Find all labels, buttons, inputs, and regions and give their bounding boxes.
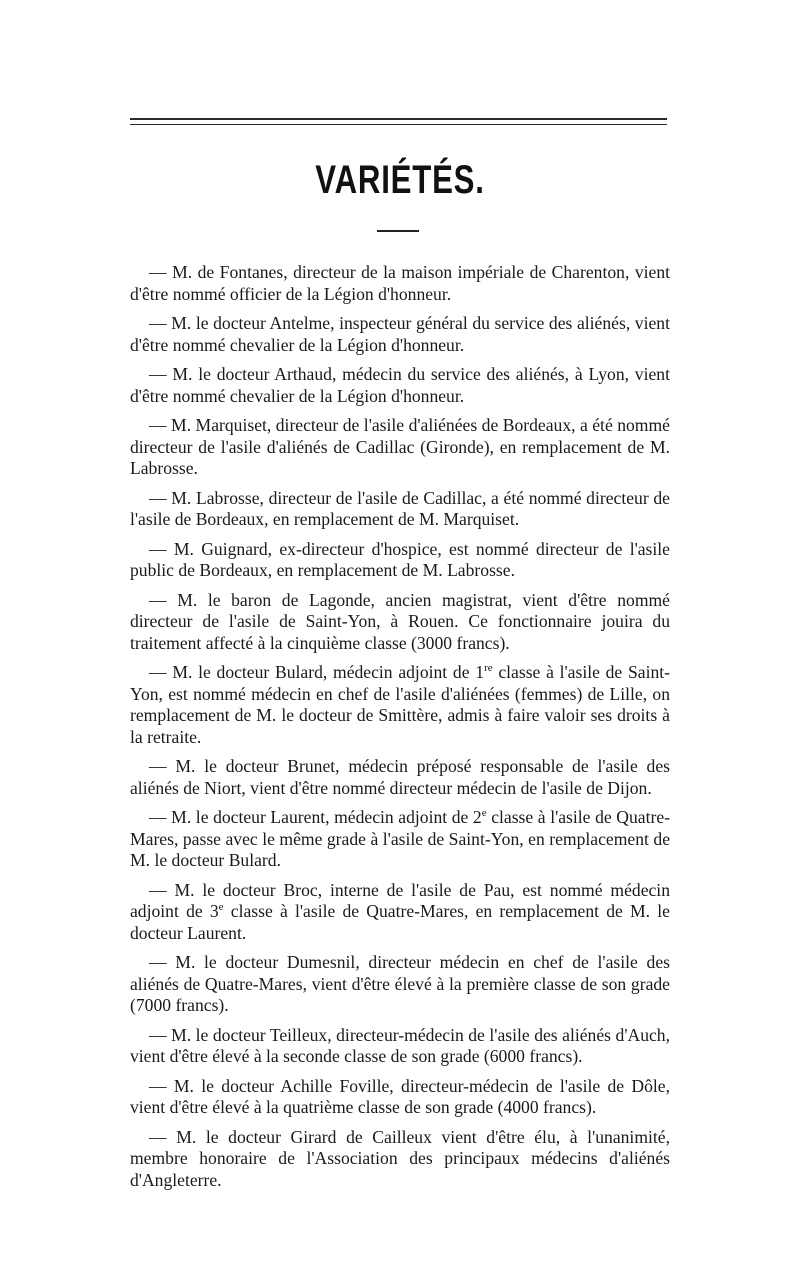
news-entry: — M. le docteur Girard de Cailleux vient d'être élu, à l'unanimité, membre honoraire de l'Association des principaux médecins d'aliénés d'Angleterre. [130,1126,670,1190]
title-divider [377,230,419,232]
ordinal-suffix: e [481,807,487,820]
news-entry: — M. Guignard, ex-directeur d'hospice, est nommé directeur de l'asile public de Bordeaux, en remplacement de M. Labrosse. [130,538,670,580]
entry-text: classe à l'asile de Quatre-Mares, passe avec le même grade à l'asile de Saint-Yon, en remplacement de M. le docteur Bulard. [130,807,670,870]
news-entry: — M. le docteur Arthaud, médecin du service des aliénés, à Lyon, vient d'être nommé chevalier de la Légion d'honneur. [130,364,670,406]
news-entry: — M. de Fontanes, directeur de la maison impériale de Charenton, vient d'être nommé officier de la Légion d'honneur. [130,262,670,304]
news-entry: — M. le docteur Teilleux, directeur-médecin de l'asile des aliénés d'Auch, vient d'être élevé à la seconde classe de son grade (6000 francs). [130,1024,670,1066]
news-entry: — M. le baron de Lagonde, ancien magistrat, vient d'être nommé directeur de l'asile de Saint-Yon, à Rouen. Ce fonctionnaire jouira du traitement affecté à la cinquième classe (3000 francs). [130,589,670,653]
news-entry: — M. Marquiset, directeur de l'asile d'aliénées de Bordeaux, a été nommé directeur de l'asile d'aliénés de Cadillac (Gironde), en remplacement de M. Labrosse. [130,415,670,478]
top-rule-thin [130,124,667,125]
entry-text: classe à l'asile de Saint-Yon, est nommé médecin en chef de l'asile d'aliénées (femmes) de Lille, on remplacement de M. le docteur de Smittère, admis à faire valoir ses droits à la retraite. [130,662,670,747]
top-rule-thick [130,118,667,120]
news-entry: — M. Labrosse, directeur de l'asile de Cadillac, a été nommé directeur de l'asile de Bordeaux, en remplacement de M. Marquiset. [130,487,670,529]
entry-text: — M. le docteur Bulard, médecin adjoint de 1 [149,662,485,682]
news-entry: — M. le docteur Brunet, médecin préposé responsable de l'asile des aliénés de Niort, vient d'être nommé directeur médecin de l'asile de Dijon. [130,756,670,798]
news-entry: — M. le docteur Achille Foville, directeur-médecin de l'asile de Dôle, vient d'être élevé à la quatrième classe de son grade (4000 francs). [130,1075,670,1117]
news-entry [130,880,670,945]
entry-text: — M. le docteur Laurent, médecin adjoint de 2 [149,807,482,827]
news-entry: — M. le docteur Dumesnil, directeur médecin en chef de l'asile des aliénés de Quatre-Mares, vient d'être élevé à la première classe de son grade (7000 francs). [130,952,670,1015]
entry-text: — M. le docteur Broc, interne de l'asile de Pau, est nommé médecin adjoint de 3 [130,879,670,921]
news-entries [130,262,670,1191]
ordinal-suffix: e [218,901,224,914]
ordinal-suffix: re [484,662,493,675]
entry-text: classe à l'asile de Quatre-Mares, en remplacement de M. le docteur Laurent. [130,901,670,943]
news-entry [130,807,670,872]
news-entry: — M. le docteur Antelme, inspecteur général du service des aliénés, vient d'être nommé chevalier de la Légion d'honneur. [130,313,670,355]
section-title: VARIÉTÉS. [315,158,485,202]
news-entry [130,662,670,748]
